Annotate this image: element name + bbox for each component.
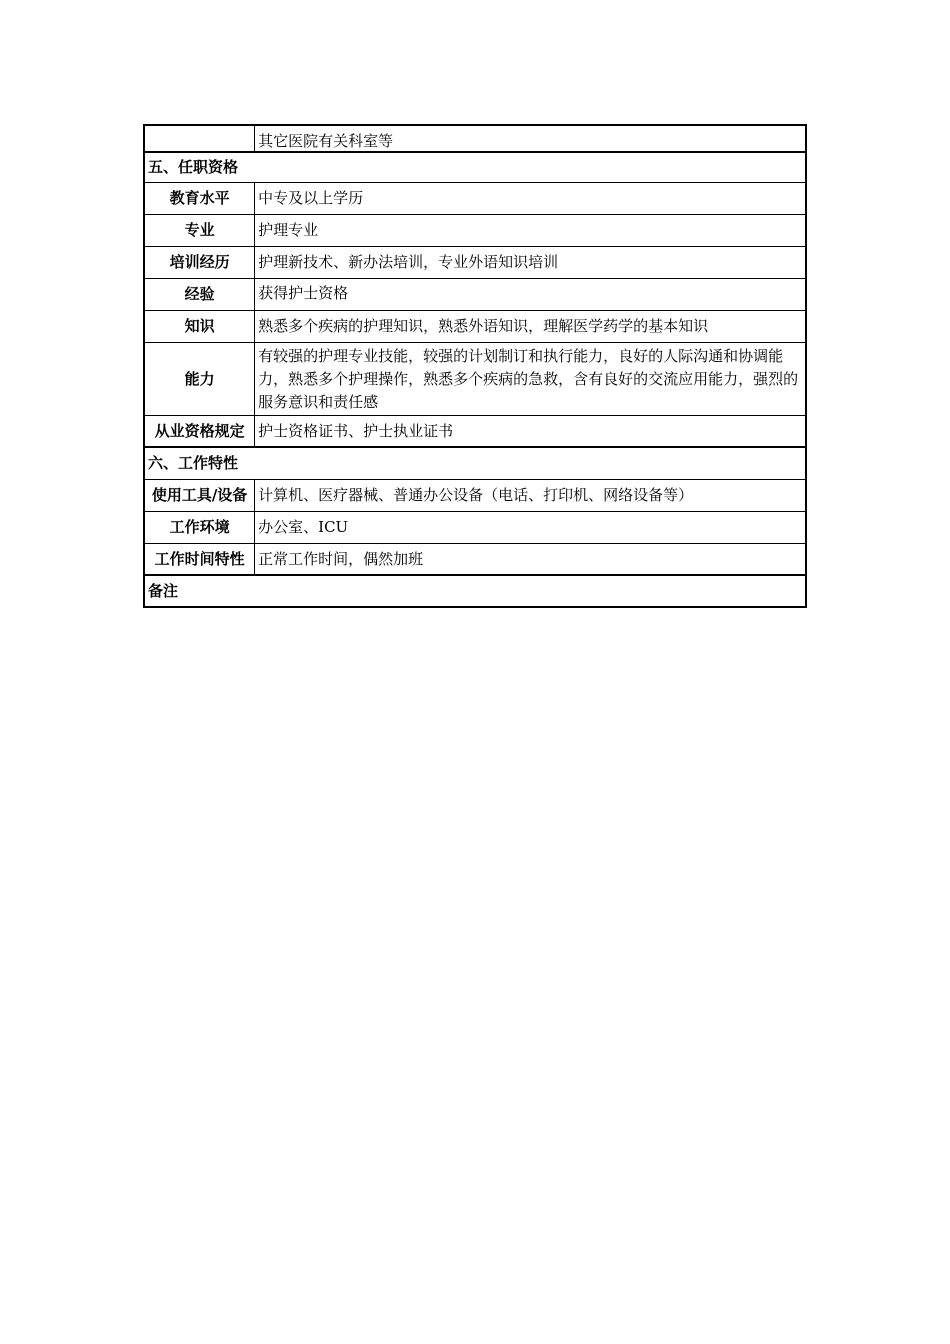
- table-row: [144, 278, 806, 310]
- continuation-value: 其它医院有关科室等: [255, 125, 806, 152]
- education-label: 教育水平: [144, 182, 255, 214]
- table-row: [144, 511, 806, 543]
- ability-value: 有较强的护理专业技能，较强的计划制订和执行能力，良好的人际沟通和协调能力，熟悉多个护理操作，熟悉多个疾病的急救，含有良好的交流应用能力，强烈的服务意识和责任感: [255, 342, 806, 415]
- qualification-value: 护士资格证书、护士执业证书: [255, 415, 806, 447]
- education-value: 中专及以上学历: [255, 182, 806, 214]
- major-label: 专业: [144, 214, 255, 246]
- section-title-qualifications: 五、任职资格: [144, 152, 806, 182]
- continuation-label: [144, 125, 255, 152]
- table-row: [144, 246, 806, 278]
- table-row: [144, 310, 806, 342]
- experience-label: 经验: [144, 278, 255, 310]
- continuation-row: [144, 125, 806, 152]
- table-row: [144, 543, 806, 575]
- training-value: 护理新技术、新办法培训，专业外语知识培训: [255, 246, 806, 278]
- major-value: 护理专业: [255, 214, 806, 246]
- tools-label: 使用工具/设备: [144, 479, 255, 511]
- section-title-work-characteristics: 六、工作特性: [144, 447, 806, 479]
- section-header-row: [144, 152, 806, 182]
- environment-value: 办公室、ICU: [255, 511, 806, 543]
- worktime-value: 正常工作时间，偶然加班: [255, 543, 806, 575]
- tools-value: 计算机、医疗器械、普通办公设备（电话、打印机、网络设备等）: [255, 479, 806, 511]
- experience-value: 获得护士资格: [255, 278, 806, 310]
- job-description-table: [143, 124, 807, 608]
- environment-label: 工作环境: [144, 511, 255, 543]
- remarks-row: [144, 575, 806, 607]
- training-label: 培训经历: [144, 246, 255, 278]
- table-row: [144, 479, 806, 511]
- qualification-label: 从业资格规定: [144, 415, 255, 447]
- knowledge-value: 熟悉多个疾病的护理知识，熟悉外语知识，理解医学药学的基本知识: [255, 310, 806, 342]
- worktime-label: 工作时间特性: [144, 543, 255, 575]
- table-row: [144, 182, 806, 214]
- table-row: [144, 415, 806, 447]
- table-row: [144, 342, 806, 415]
- knowledge-label: 知识: [144, 310, 255, 342]
- section-header-row: [144, 447, 806, 479]
- remarks-title: 备注: [144, 575, 806, 607]
- ability-label: 能力: [144, 342, 255, 415]
- table-row: [144, 214, 806, 246]
